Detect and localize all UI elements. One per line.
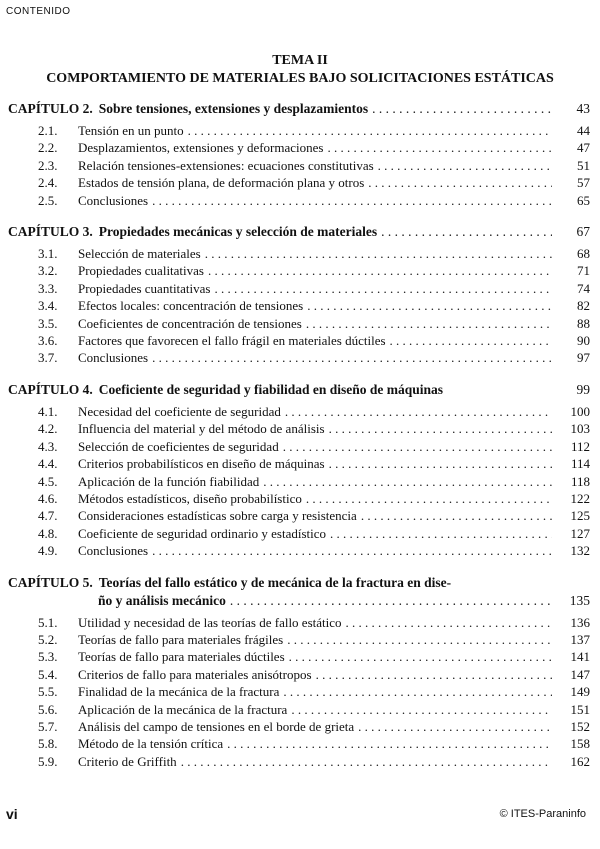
dot-leader (152, 542, 552, 559)
chapter-label: CAPÍTULO 5. (8, 574, 93, 590)
chapter-title: Sobre tensiones, extensiones y desplazamientos (98, 101, 369, 116)
dot-leader (208, 262, 552, 279)
section-title-line2: COMPORTAMIENTO DE MATERIALES BAJO SOLICITACIONES ESTÁTICAS (46, 71, 554, 86)
entry-page: 71 (577, 263, 590, 279)
dot-leader (306, 490, 552, 507)
entry-text: Relación tensiones-extensiones: ecuaciones constitutivas (78, 157, 374, 173)
toc-entry (8, 438, 590, 455)
entry-text: Factores que favorecen el fallo frágil en materiales dúctiles (78, 333, 386, 349)
entry-text: Conclusiones (78, 543, 149, 559)
dot-leader (227, 735, 552, 752)
toc-entry (8, 753, 590, 770)
entry-number: 5.1. (38, 614, 58, 630)
running-header: CONTENIDO (6, 6, 71, 17)
entry-text: Teorías de fallo para materiales dúctiles (78, 649, 285, 665)
toc-entry (8, 315, 590, 332)
entry-number: 4.5. (38, 473, 58, 489)
dot-leader (152, 192, 552, 209)
entry-page: 149 (570, 684, 590, 700)
entry-text: Selección de coeficientes de seguridad (78, 438, 279, 454)
toc-entry (8, 701, 590, 718)
toc-entry (8, 349, 590, 366)
chapter-title: Propiedades mecánicas y selección de materiales (98, 224, 378, 240)
dot-leader (285, 403, 552, 420)
entry-text: Estados de tensión plana, de deformación plana y otros (78, 175, 365, 191)
dot-leader (390, 332, 552, 349)
dot-leader (306, 315, 552, 332)
entry-page: 65 (577, 192, 590, 208)
chapter-heading-continued (8, 592, 590, 610)
section-title (0, 52, 600, 88)
entry-number: 2.5. (38, 192, 58, 208)
chapter-heading (8, 100, 590, 118)
dot-leader (381, 223, 552, 241)
entry-number: 5.4. (38, 666, 58, 682)
toc-entry (8, 420, 590, 437)
entry-page: 122 (570, 490, 590, 506)
dot-leader (289, 648, 552, 665)
chapter-page: 135 (569, 592, 590, 608)
dot-leader (327, 139, 552, 156)
toc-entry (8, 455, 590, 472)
entry-text: Aplicación de la mecánica de la fractura (78, 701, 288, 717)
entry-text: Propiedades cuantitativas (78, 280, 211, 296)
dot-leader (287, 631, 552, 648)
entry-page: 74 (577, 280, 590, 296)
entry-text: Propiedades cualitativas (78, 263, 204, 279)
dot-leader (346, 614, 552, 631)
entry-page: 88 (577, 315, 590, 331)
entry-number: 5.3. (38, 649, 58, 665)
entry-text: Teorías de fallo para materiales frágiles (78, 631, 284, 647)
entry-number: 3.7. (38, 350, 58, 366)
toc-entry (8, 490, 590, 507)
dot-leader (316, 666, 552, 683)
entry-text: Métodos estadísticos, diseño probabilístico (78, 490, 302, 506)
chapter-4 (8, 381, 590, 560)
chapter-items (8, 403, 590, 560)
dot-leader (283, 438, 552, 455)
entry-number: 4.4. (38, 456, 58, 472)
entry-number: 4.3. (38, 438, 58, 454)
dot-leader (291, 701, 552, 718)
toc-entry (8, 280, 590, 297)
dot-leader (372, 100, 552, 118)
chapter-title-line2: ño y análisis mecánico (98, 592, 226, 608)
entry-page: 127 (570, 525, 590, 541)
chapter-items (8, 614, 590, 771)
entry-number: 3.5. (38, 315, 58, 331)
dot-leader (358, 718, 552, 735)
entry-text: Efectos locales: concentración de tensiones (78, 298, 304, 314)
entry-text: Coeficientes de concentración de tensiones (78, 315, 302, 331)
toc-entry (8, 262, 590, 279)
entry-page: 158 (570, 736, 590, 752)
chapter-title-line1: Teorías del fallo estático y de mecánica de la fractura en dise- (98, 574, 452, 590)
entry-text: Necesidad del coeficiente de seguridad (78, 403, 281, 419)
entry-number: 3.6. (38, 333, 58, 349)
entry-page: 68 (577, 246, 590, 262)
dot-leader (263, 473, 552, 490)
dot-leader (215, 280, 553, 297)
chapter-page: 67 (576, 224, 590, 240)
entry-number: 2.3. (38, 157, 58, 173)
toc-entry (8, 718, 590, 735)
dot-leader (283, 683, 552, 700)
entry-page: 90 (577, 333, 590, 349)
entry-number: 5.5. (38, 684, 58, 700)
entry-text: Desplazamientos, extensiones y deformaciones (78, 140, 324, 156)
dot-leader (361, 507, 552, 524)
entry-number: 5.6. (38, 701, 58, 717)
entry-number: 4.8. (38, 525, 58, 541)
dot-leader (205, 245, 552, 262)
toc-entry (8, 473, 590, 490)
entry-text: Coeficiente de seguridad ordinario y estadístico (78, 525, 327, 541)
dot-leader (329, 420, 552, 437)
entry-text: Aplicación de la función fiabilidad (78, 473, 260, 489)
entry-page: 103 (570, 421, 590, 437)
entry-text: Selección de materiales (78, 246, 201, 262)
entry-text: Criterios probabilísticos en diseño de máquinas (78, 456, 325, 472)
entry-number: 5.7. (38, 718, 58, 734)
entry-page: 125 (570, 508, 590, 524)
chapter-label: CAPÍTULO 3. (8, 224, 93, 240)
toc-entry (8, 174, 590, 191)
entry-page: 114 (570, 456, 590, 472)
chapter-heading (8, 574, 590, 592)
entry-number: 5.2. (38, 631, 58, 647)
page-number: vi (6, 806, 18, 822)
entry-page: 112 (570, 438, 590, 454)
entry-page: 51 (577, 157, 590, 173)
entry-page: 47 (577, 140, 590, 156)
entry-number: 5.8. (38, 736, 58, 752)
dot-leader (152, 349, 552, 366)
entry-text: Utilidad y necesidad de las teorías de fallo estático (78, 614, 342, 630)
entry-page: 147 (570, 666, 590, 682)
entry-number: 4.2. (38, 421, 58, 437)
entry-text: Criterio de Griffith (78, 753, 177, 769)
entry-page: 162 (570, 753, 590, 769)
entry-number: 2.2. (38, 140, 58, 156)
entry-page: 152 (570, 718, 590, 734)
chapter-heading (8, 223, 590, 241)
entry-page: 97 (577, 350, 590, 366)
entry-page: 118 (570, 473, 590, 489)
entry-text: Análisis del campo de tensiones en el borde de grieta (78, 718, 355, 734)
chapter-5 (8, 574, 590, 771)
table-of-contents (8, 100, 590, 784)
entry-text: Finalidad de la mecánica de la fractura (78, 684, 280, 700)
entry-text: Consideraciones estadísticas sobre carga y resistencia (78, 508, 357, 524)
entry-text: Método de la tensión crítica (78, 736, 224, 752)
entry-page: 151 (570, 701, 590, 717)
entry-number: 5.9. (38, 753, 58, 769)
entry-number: 4.6. (38, 490, 58, 506)
entry-number: 4.1. (38, 403, 58, 419)
toc-entry (8, 332, 590, 349)
chapter-title: Coeficiente de seguridad y fiabilidad en diseño de máquinas (98, 381, 444, 397)
entry-number: 2.4. (38, 175, 58, 191)
toc-entry (8, 245, 590, 262)
dot-leader (230, 592, 552, 610)
toc-entry (8, 122, 590, 139)
entry-number: 4.9. (38, 543, 58, 559)
entry-page: 57 (577, 175, 590, 191)
chapter-3 (8, 223, 590, 367)
entry-page: 141 (570, 649, 590, 665)
entry-page: 136 (570, 614, 590, 630)
entry-page: 44 (577, 123, 590, 138)
toc-entry (8, 631, 590, 648)
toc-entry (8, 507, 590, 524)
entry-text: Influencia del material y del método de análisis (78, 421, 325, 437)
dot-leader (378, 157, 552, 174)
toc-entry (8, 403, 590, 420)
toc-entry (8, 666, 590, 683)
chapter-label: CAPÍTULO 4. (8, 381, 93, 397)
entry-text: Tensión en un punto (78, 123, 184, 138)
toc-entry (8, 614, 590, 631)
chapter-label: CAPÍTULO 2. (8, 101, 93, 116)
section-title-line1: TEMA II (272, 53, 328, 68)
toc-entry (8, 683, 590, 700)
entry-number: 3.2. (38, 263, 58, 279)
dot-leader (329, 455, 552, 472)
entry-text: Conclusiones (78, 192, 149, 208)
entry-number: 3.1. (38, 246, 58, 262)
dot-leader (368, 174, 552, 191)
entry-number: 2.1. (38, 123, 58, 138)
dot-leader (181, 753, 552, 770)
publisher-credit: © ITES-Paraninfo (499, 808, 586, 820)
toc-entry (8, 648, 590, 665)
entry-text: Criterios de fallo para materiales anisótropos (78, 666, 312, 682)
chapter-items (8, 245, 590, 367)
entry-number: 3.4. (38, 298, 58, 314)
toc-entry (8, 157, 590, 174)
dot-leader (188, 122, 552, 139)
dot-leader (307, 297, 552, 314)
toc-entry (8, 735, 590, 752)
dot-leader (330, 525, 552, 542)
entry-page: 82 (577, 298, 590, 314)
chapter-page: 99 (576, 381, 590, 397)
toc-entry (8, 542, 590, 559)
entry-page: 100 (570, 403, 590, 419)
chapter-2 (8, 100, 590, 209)
entry-number: 4.7. (38, 508, 58, 524)
toc-entry (8, 192, 590, 209)
toc-entry (8, 139, 590, 156)
chapter-page: 43 (576, 101, 590, 116)
entry-page: 132 (570, 543, 590, 559)
entry-number: 3.3. (38, 280, 58, 296)
chapter-items (8, 122, 590, 209)
entry-text: Conclusiones (78, 350, 149, 366)
toc-entry (8, 525, 590, 542)
entry-page: 137 (570, 631, 590, 647)
chapter-heading (8, 381, 590, 399)
toc-entry (8, 297, 590, 314)
